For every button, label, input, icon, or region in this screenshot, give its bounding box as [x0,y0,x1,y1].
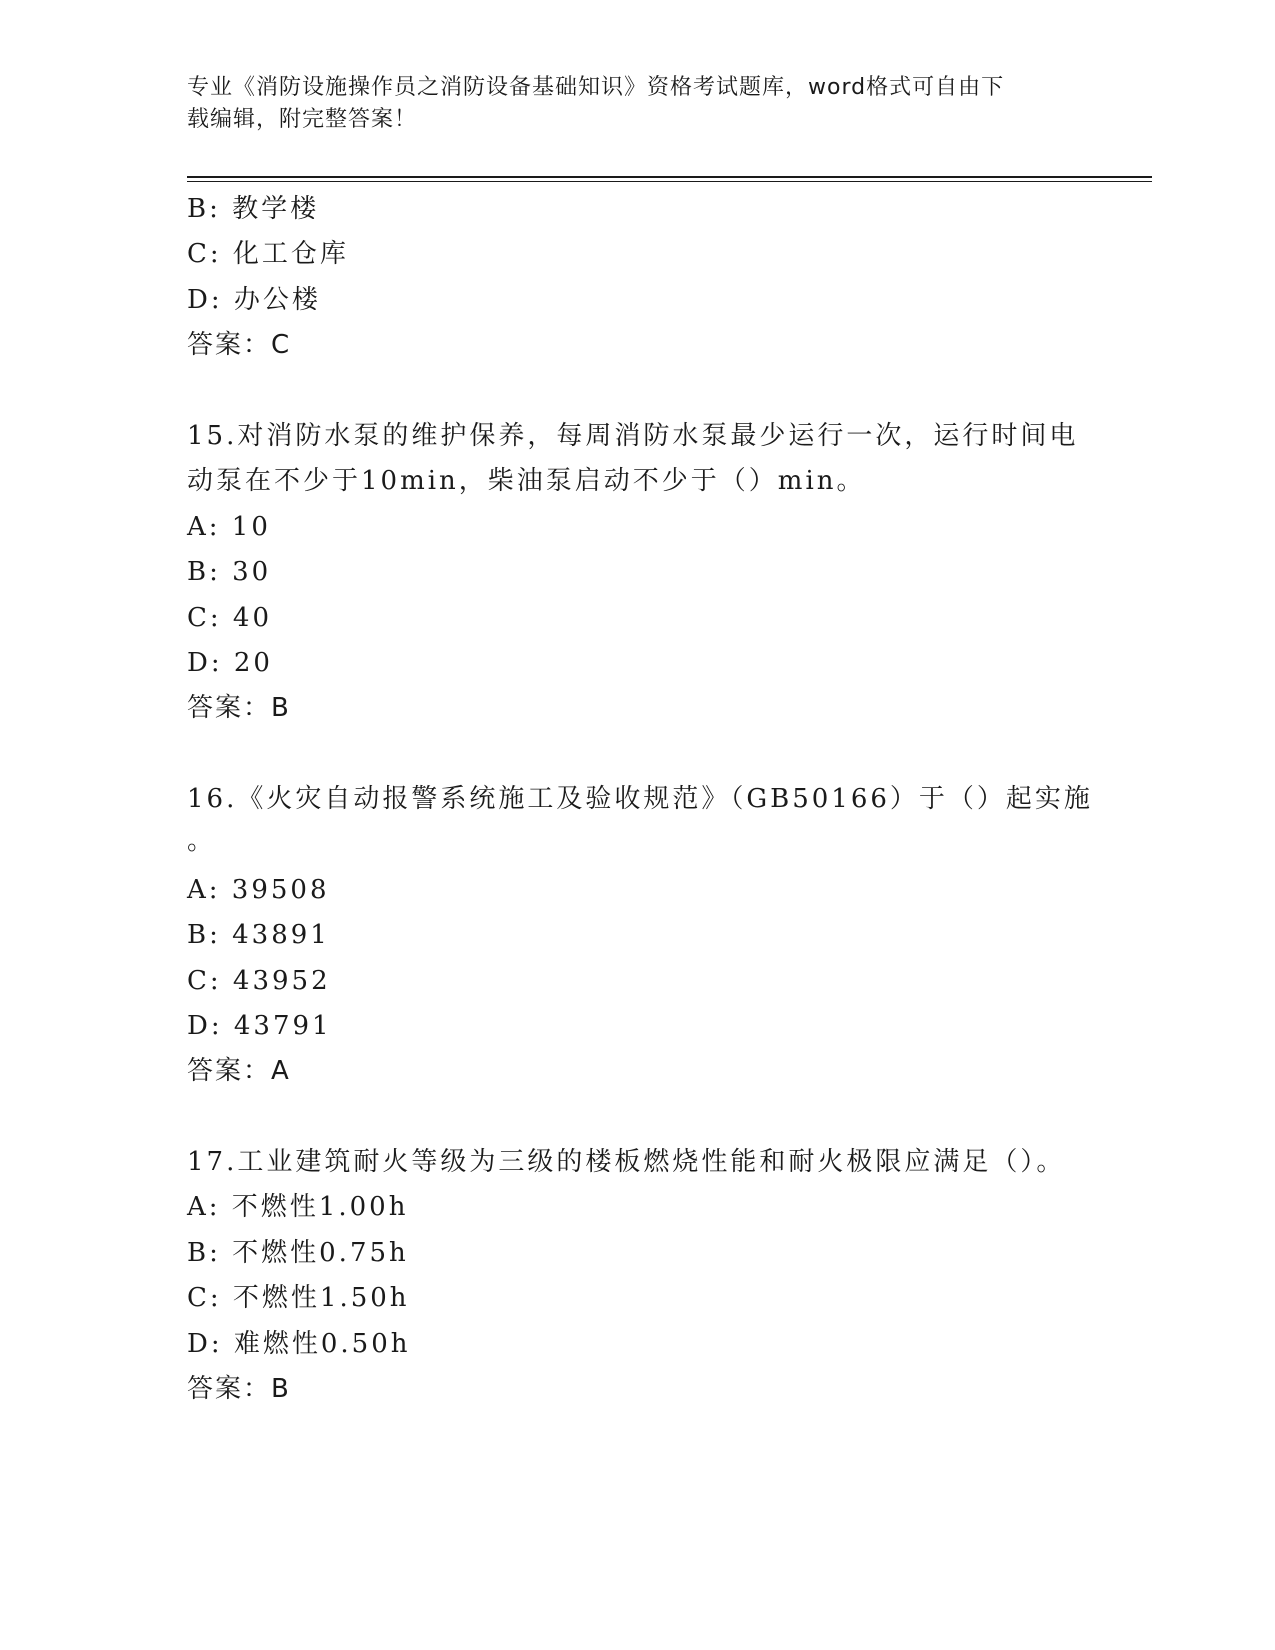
question-16-text-line-2: 。 [187,826,217,856]
option-a: A: 不燃性1.00h [187,1192,409,1222]
answer: 答案：B [187,693,291,723]
option-b: B: 30 [187,557,272,587]
header-line-1: 专业《消防设施操作员之消防设备基础知识》资格考试题库，word格式可自由下 [187,75,1005,100]
answer: 答案：C [187,330,292,360]
header-rule-thin [187,181,1152,182]
header-line-2: 载编辑，附完整答案！ [187,107,418,132]
option-c: C: 不燃性1.50h [187,1283,410,1313]
page-header [187,72,1087,136]
header-rule-thick [187,176,1152,178]
question-16-text-line-1: 16.《火灾自动报警系统施工及验收规范》（GB50166）于（）起实施 [187,784,1093,814]
option-d: D: 43791 [187,1011,332,1041]
question-17-text: 17.工业建筑耐火等级为三级的楼板燃烧性能和耐火极限应满足（）。 [187,1147,1066,1177]
option-a: A: 10 [187,512,271,542]
answer: 答案：A [187,1056,291,1086]
option-a: A: 39508 [187,875,330,905]
option-c: C: 43952 [187,966,331,996]
option-d: D: 难燃性0.50h [187,1329,411,1359]
option-b: B: 43891 [187,920,330,950]
option-b: B: 不燃性0.75h [187,1238,409,1268]
option-c: C: 40 [187,603,273,633]
option-c: C: 化工仓库 [187,239,349,269]
answer: 答案：B [187,1374,291,1404]
option-d: D: 20 [187,648,273,678]
question-15-text-line-2: 动泵在不少于10min，柴油泵启动不少于（）min。 [187,466,866,496]
option-b: B: 教学楼 [187,194,320,224]
question-15-text-line-1: 15.对消防水泵的维护保养，每周消防水泵最少运行一次，运行时间电 [187,421,1079,451]
option-d: D: 办公楼 [187,285,321,315]
